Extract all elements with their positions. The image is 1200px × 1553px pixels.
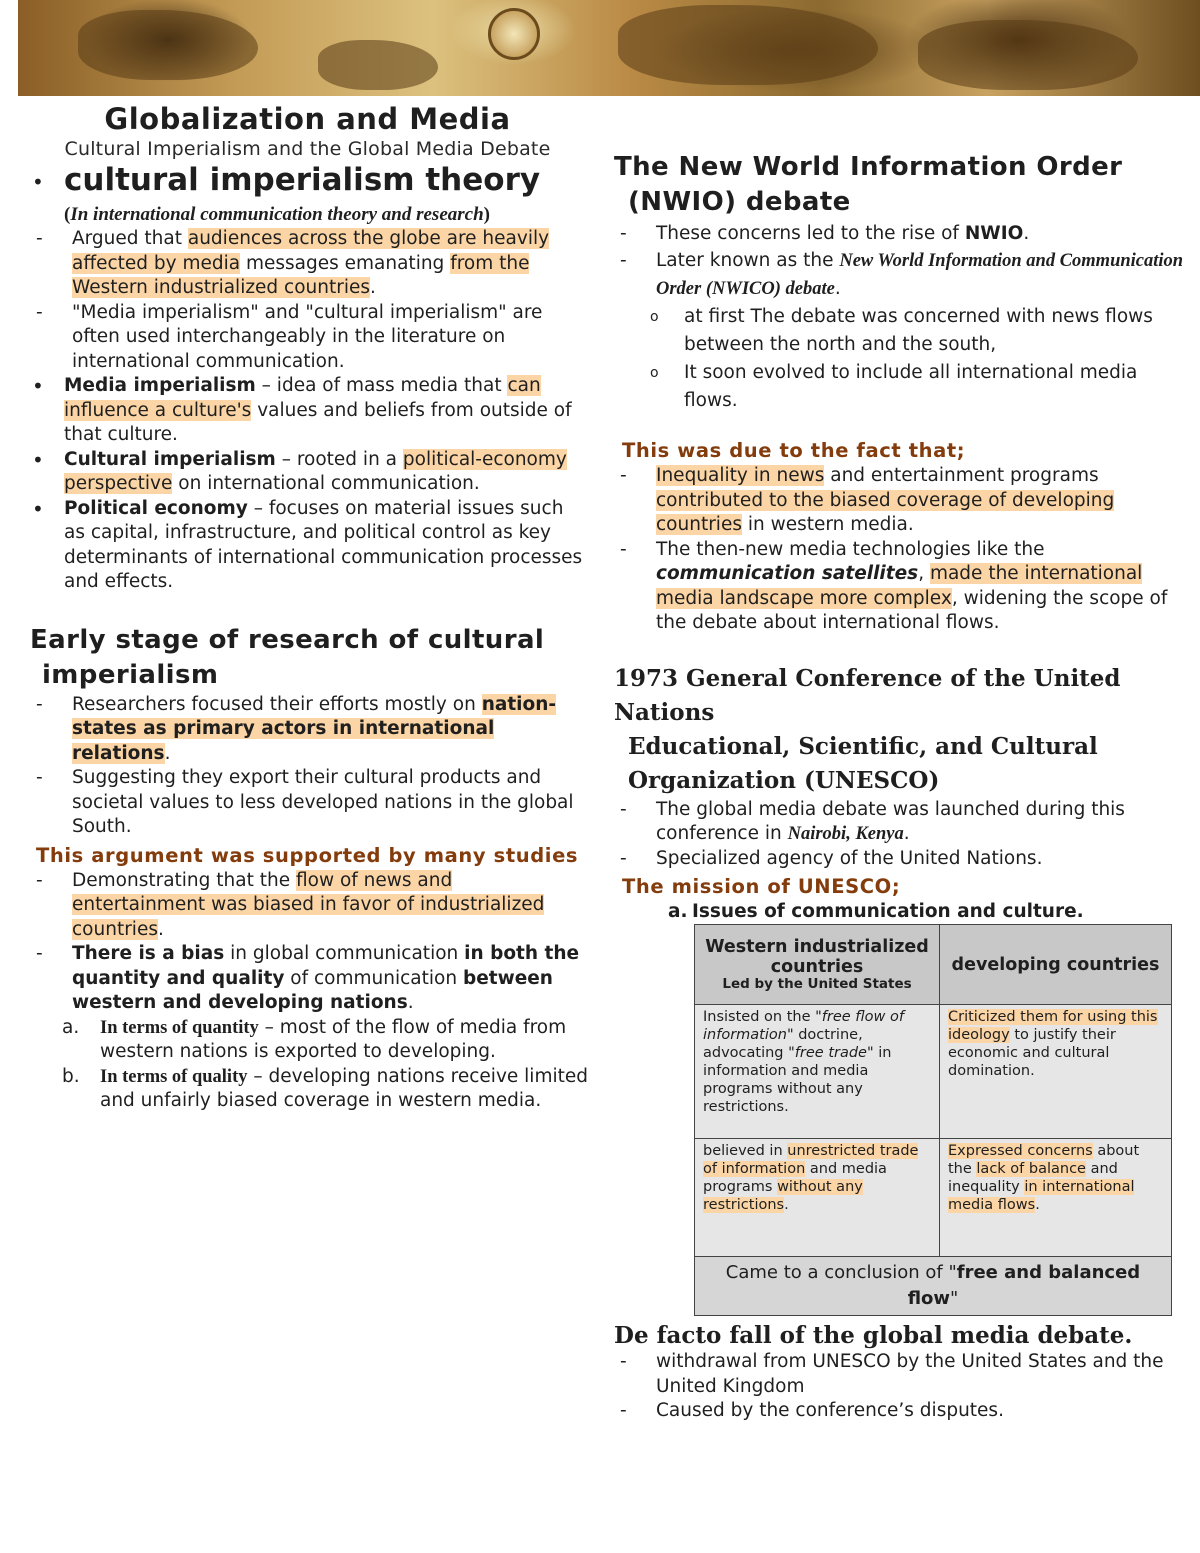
list-item: - These concerns led to the rise of NWIO. — [620, 223, 1030, 244]
list-item: • Media imperialism – idea of mass media that can influence a culture's values and beliefs from outside of that culture. — [32, 374, 572, 445]
list-item: - Inequality in news and entertainment programs contributed to the biased coverage of developing countries in western media. — [620, 465, 1115, 535]
list-item: b. In terms of quality – developing nations receive limited and unfairly biased coverage in western media. — [62, 1065, 588, 1111]
list-item: • Political economy – focuses on material issues such as capital, infrastructure, and political control as key determinants of international communication processes and effects. — [32, 496, 583, 592]
mission-heading: The mission of UNESCO; — [622, 875, 901, 898]
right-column — [614, 150, 1184, 1424]
list-item: o at first The debate was concerned with news flows between the north and the south, — [650, 306, 1153, 355]
table-conclusion: Came to a conclusion of "free and balanced flow" — [695, 1257, 1172, 1316]
comparison-table — [694, 924, 1172, 1316]
theory-context: (In international communication theory and research) — [64, 203, 490, 225]
table-cell: Expressed concerns about the lack of balance and inequality in international media flows. — [940, 1139, 1172, 1257]
list-item: - "Media imperialism" and "cultural imperialism" are often used interchangeably in the literature on international communication. — [36, 301, 543, 372]
list-item: o It soon evolved to include all international media flows. — [650, 362, 1138, 411]
list-item: a. Issues of communication and culture. — [668, 901, 1084, 922]
list-item: - The then-new media technologies like the communication satellites, made the international media landscape more complex, widening the scope of the debate about international flows. — [620, 538, 1168, 633]
table-cell: Criticized them for using this ideology to justify their economic and cultural domination. — [940, 1005, 1172, 1139]
table-header-western: Western industrialized countries Led by the United States — [695, 925, 940, 1005]
list-item: • Cultural imperialism – rooted in a political-economy perspective on international communication. — [32, 447, 567, 494]
list-item: - The global media debate was launched during this conference in Nairobi, Kenya. — [620, 798, 1125, 844]
due-heading: This was due to the fact that; — [622, 439, 966, 462]
fall-heading: De facto fall of the global media debate. — [614, 1322, 1133, 1349]
list-item: - Caused by the conference’s disputes. — [620, 1400, 1004, 1421]
nwio-heading: The New World Information Order (NWIO) debate — [614, 152, 1123, 217]
page-title: Globalization and Media — [104, 102, 511, 136]
list-item: - Suggesting they export their cultural products and societal values to less developed nations in the global South. — [36, 767, 574, 837]
theory-heading-item: • cultural imperialism theory — [32, 162, 541, 198]
list-item: - Demonstrating that the flow of news and entertainment was biased in favor of industrialized countries. — [36, 869, 545, 940]
supported-heading: This argument was supported by many studies — [36, 843, 579, 867]
table-cell: believed in unrestricted trade of information and media programs without any restrictions. — [695, 1139, 940, 1257]
table-cell: Insisted on the "free flow of information" doctrine, advocating "free trade" in information and media programs without any restrictions. — [695, 1005, 940, 1139]
list-item: - Specialized agency of the United Nations. — [620, 847, 1043, 869]
early-stage-heading: Early stage of research of cultural imperialism — [30, 624, 545, 690]
list-item: - Researchers focused their efforts mostly on nation-states as primary actors in international relations. — [36, 693, 557, 764]
theory-heading: cultural imperialism theory — [64, 162, 541, 198]
list-item: - withdrawal from UNESCO by the United States and the United Kingdom — [620, 1351, 1164, 1397]
left-column — [30, 100, 590, 1114]
list-item: a. In terms of quantity – most of the flow of media from western nations is exported to developing. — [62, 1016, 567, 1062]
unesco-heading: 1973 General Conference of the United Nations Educational, Scientific, and Cultural Organization (UNESCO) — [614, 664, 1121, 794]
list-item: - There is a bias in global communication in both the quantity and quality of communication between western and developing nations. — [36, 943, 580, 1013]
page-subtitle: Cultural Imperialism and the Global Media Debate — [64, 138, 551, 160]
world-map-banner — [18, 0, 1200, 96]
table-header-developing: developing countries — [940, 925, 1172, 1005]
compass-rose-icon — [488, 8, 540, 60]
list-item: - Later known as the New World Information and Communication Order (NWICO) debate. — [620, 250, 1184, 299]
list-item: - Argued that audiences across the globe are heavily affected by media messages emanating from the Western industrialized countries. — [36, 228, 550, 298]
